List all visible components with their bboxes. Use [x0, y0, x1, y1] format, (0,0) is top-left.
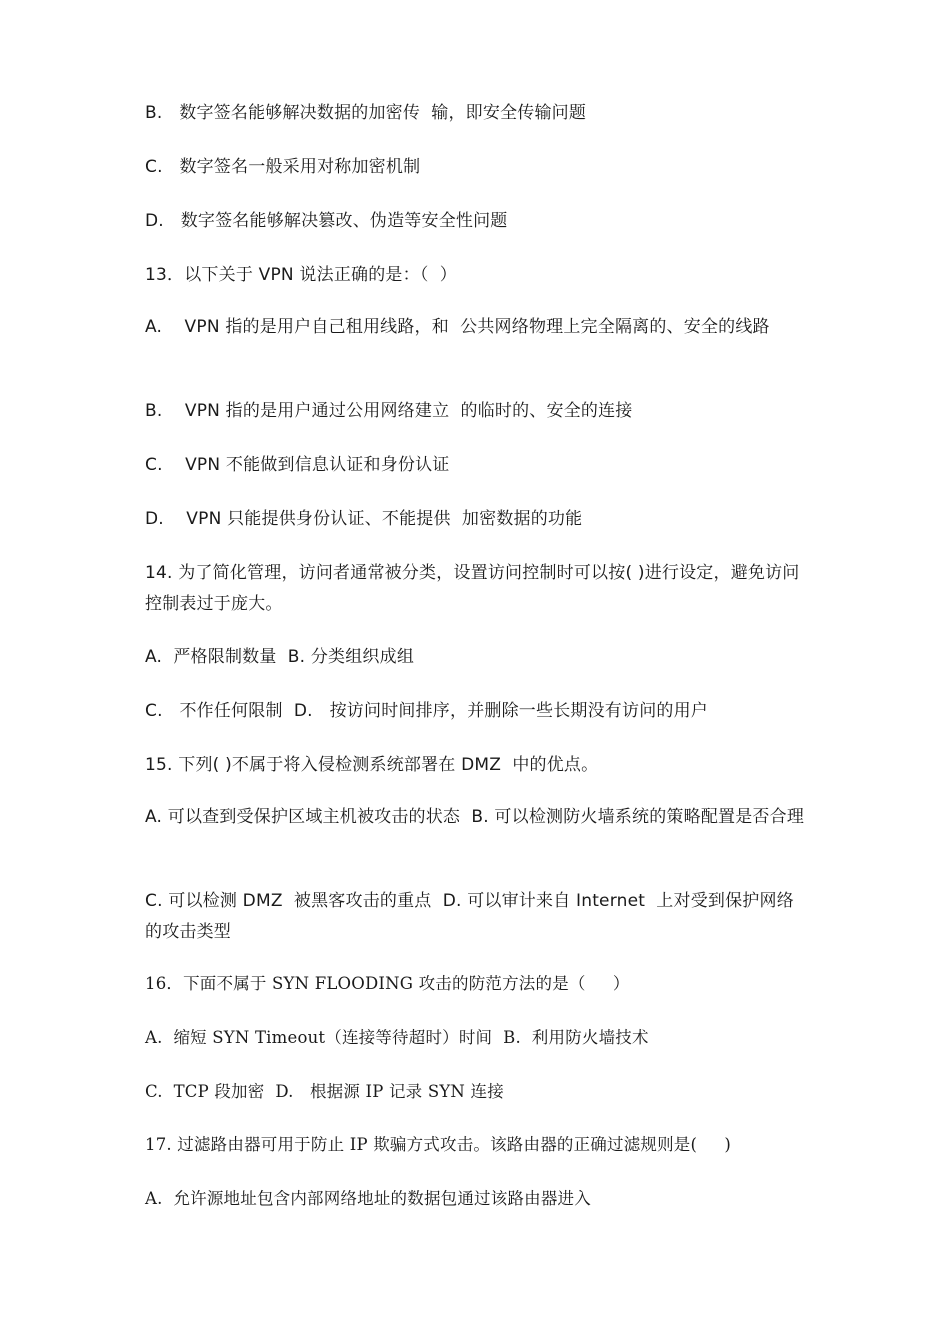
options-14-ab: A. 严格限制数量 B. 分类组织成组 — [145, 647, 415, 667]
option-13-a: A. VPN 指的是用户自己租用线路，和 公共网络物理上完全隔离的、安全的线路 — [145, 317, 770, 337]
option-13-b: B. VPN 指的是用户通过公用网络建立 的临时的、安全的连接 — [145, 401, 633, 421]
question-14: 14. 为了简化管理，访问者通常被分类，设置访问控制时可以按( )进行设定，避免访问控制表过于庞大。 — [145, 563, 800, 614]
options-16-ab: A. 缩短 SYN Timeout（连接等待超时）时间 B. 利用防火墙技术 — [145, 1028, 649, 1047]
option-12-b: B. 数字签名能够解决数据的加密传 输，即安全传输问题 — [145, 103, 587, 123]
options-15-ab: A. 可以查到受保护区域主机被攻击的状态 B. 可以检测防火墙系统的策略配置是否合理 — [145, 807, 805, 827]
question-17: 17. 过滤路由器可用于防止 IP 欺骗方式攻击。该路由器的正确过滤规则是( ) — [145, 1135, 731, 1154]
option-17-a: A. 允许源地址包含内部网络地址的数据包通过该路由器进入 — [145, 1189, 591, 1208]
option-12-c: C. 数字签名一般采用对称加密机制 — [145, 157, 421, 177]
question-15: 15. 下列( )不属于将入侵检测系统部署在 DMZ 中的优点。 — [145, 755, 599, 775]
options-15-cd: C. 可以检测 DMZ 被黑客攻击的重点 D. 可以审计来自 Internet 上对受到保护网络的攻击类型 — [145, 891, 794, 942]
option-13-d: D. VPN 只能提供身份认证、不能提供 加密数据的功能 — [145, 509, 583, 529]
question-16: 16．下面不属于 SYN FLOODING 攻击的防范方法的是（ ） — [145, 974, 630, 993]
option-13-c: C. VPN 不能做到信息认证和身份认证 — [145, 455, 450, 475]
options-14-cd: C. 不作任何限制 D. 按访问时间排序，并删除一些长期没有访问的用户 — [145, 701, 708, 721]
options-16-cd: C. TCP 段加密 D. 根据源 IP 记录 SYN 连接 — [145, 1082, 504, 1101]
option-12-d: D. 数字签名能够解决篡改、伪造等安全性问题 — [145, 211, 508, 231]
question-13: 13．以下关于 VPN 说法正确的是：（ ） — [145, 265, 457, 285]
